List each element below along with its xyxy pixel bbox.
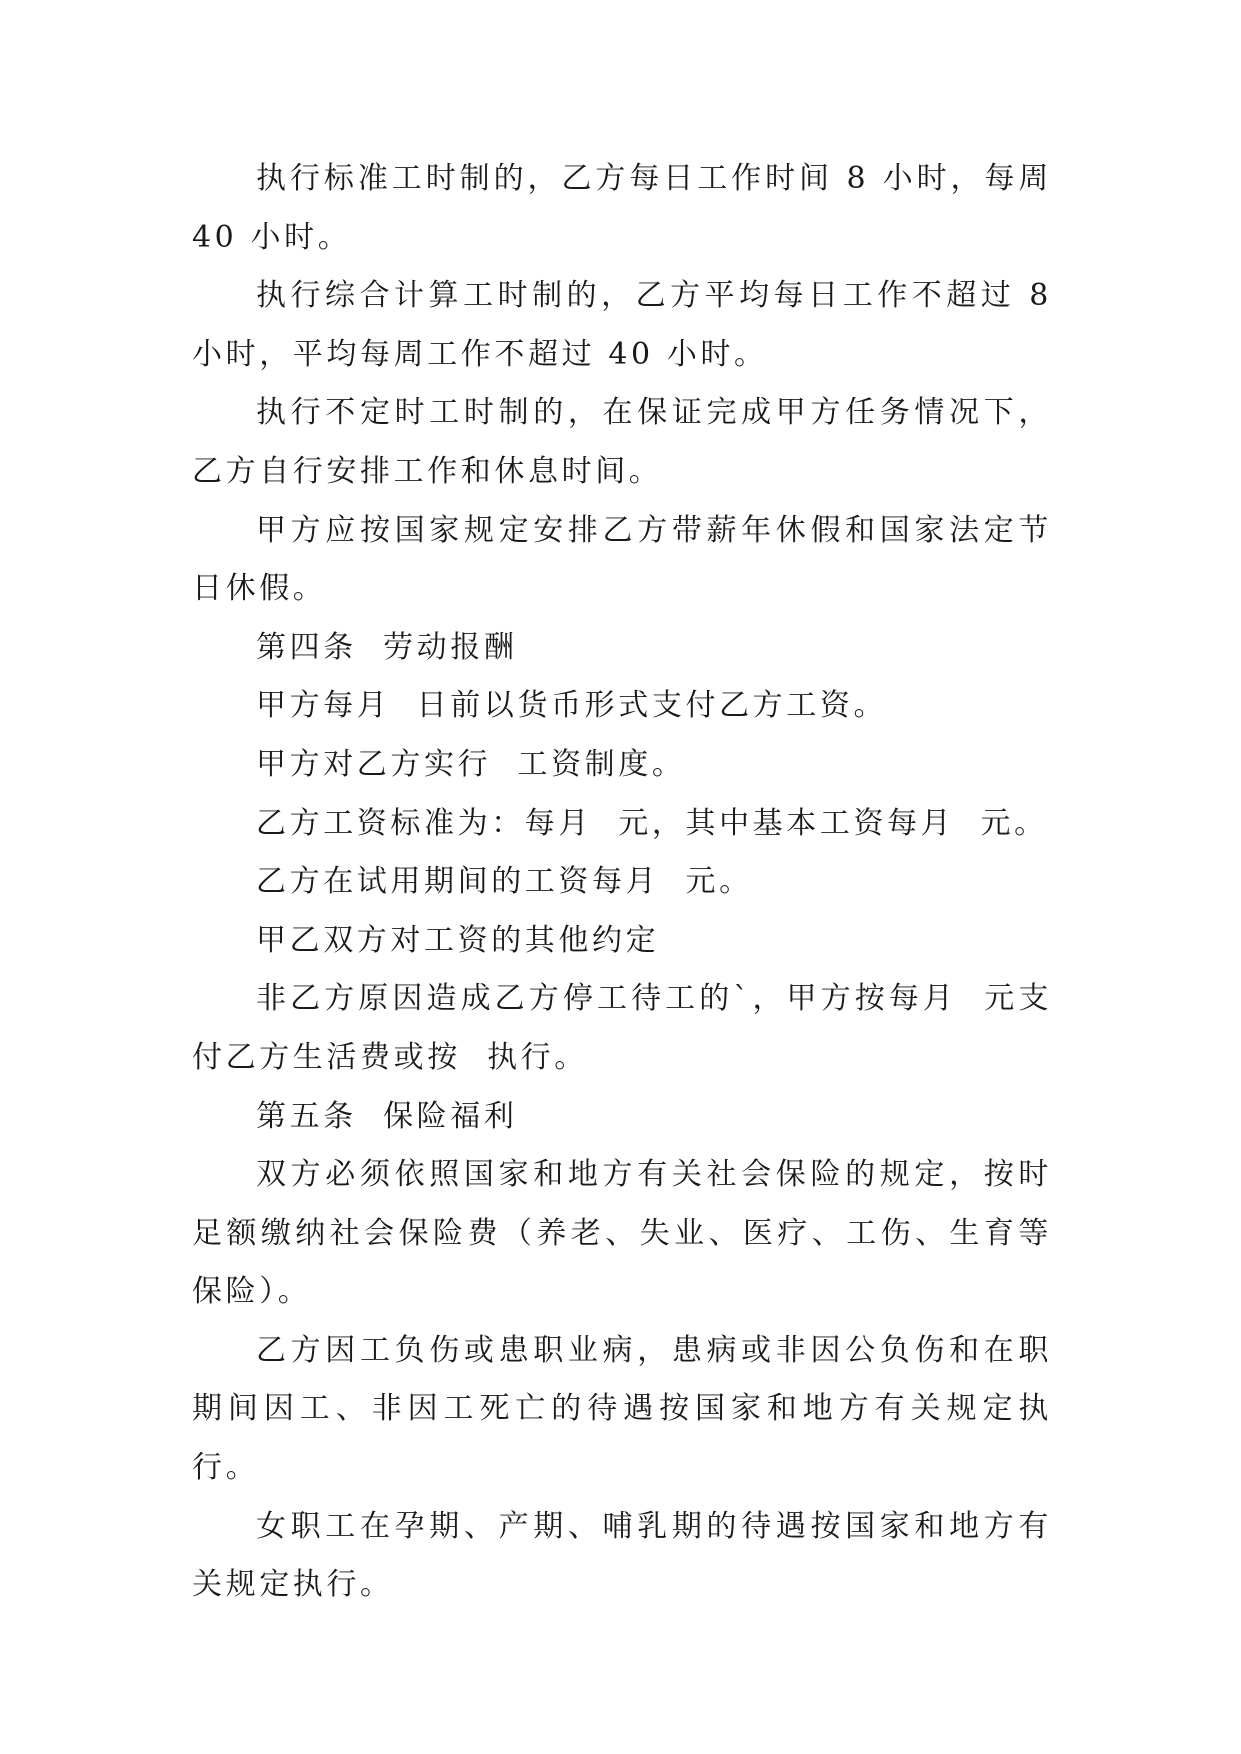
section-heading-article-5: 第五条 保险福利 (256, 1098, 518, 1134)
paragraph-wage-system: 甲方对乙方实行 工资制度。 (256, 746, 686, 782)
paragraph-pay-date: 甲方每月 日前以货币形式支付乙方工资。 (256, 688, 888, 724)
paragraph-female-workers: 女职工在孕期、产期、哺乳期的待遇按国家和地方有关规定执行。 (192, 1508, 1052, 1603)
document-body (192, 150, 1066, 1615)
paragraph-comprehensive-hours: 执行综合计算工时制的，乙方平均每日工作不超过 8 小时，平均每周工作不超过 40 小时。 (192, 278, 1066, 372)
paragraph-paid-leave: 甲方应按国家规定安排乙方带薪年休假和国家法定节日休假。 (192, 512, 1052, 607)
paragraph-other-wage-terms: 甲乙双方对工资的其他约定 (256, 922, 660, 958)
paragraph-wage-standard: 乙方工资标准为：每月 元，其中基本工资每月 元。 (256, 805, 1048, 841)
paragraph-flexible-hours: 执行不定时工时制的，在保证完成甲方任务情况下，乙方自行安排工作和休息时间。 (192, 395, 1052, 489)
section-heading-article-4: 第四条 劳动报酬 (256, 629, 518, 665)
paragraph-standard-hours: 执行标准工时制的，乙方每日工作时间 8 小时，每周 40 小时。 (192, 161, 1066, 255)
paragraph-injury-treatment: 乙方因工负伤或患职业病，患病或非因公负伤和在职期间因工、非因工死亡的待遇按国家和地方有关规定执行。 (192, 1332, 1052, 1486)
paragraph-probation-wage: 乙方在试用期间的工资每月 元。 (256, 864, 753, 900)
paragraph-work-stoppage: 非乙方原因造成乙方停工待工的`，甲方按每月 元支付乙方生活费或按 执行。 (192, 981, 1052, 1075)
paragraph-social-insurance: 双方必须依照国家和地方有关社会保险的规定，按时足额缴纳社会保险费（养老、失业、医疗、工伤、生育等保险）。 (192, 1157, 1052, 1310)
